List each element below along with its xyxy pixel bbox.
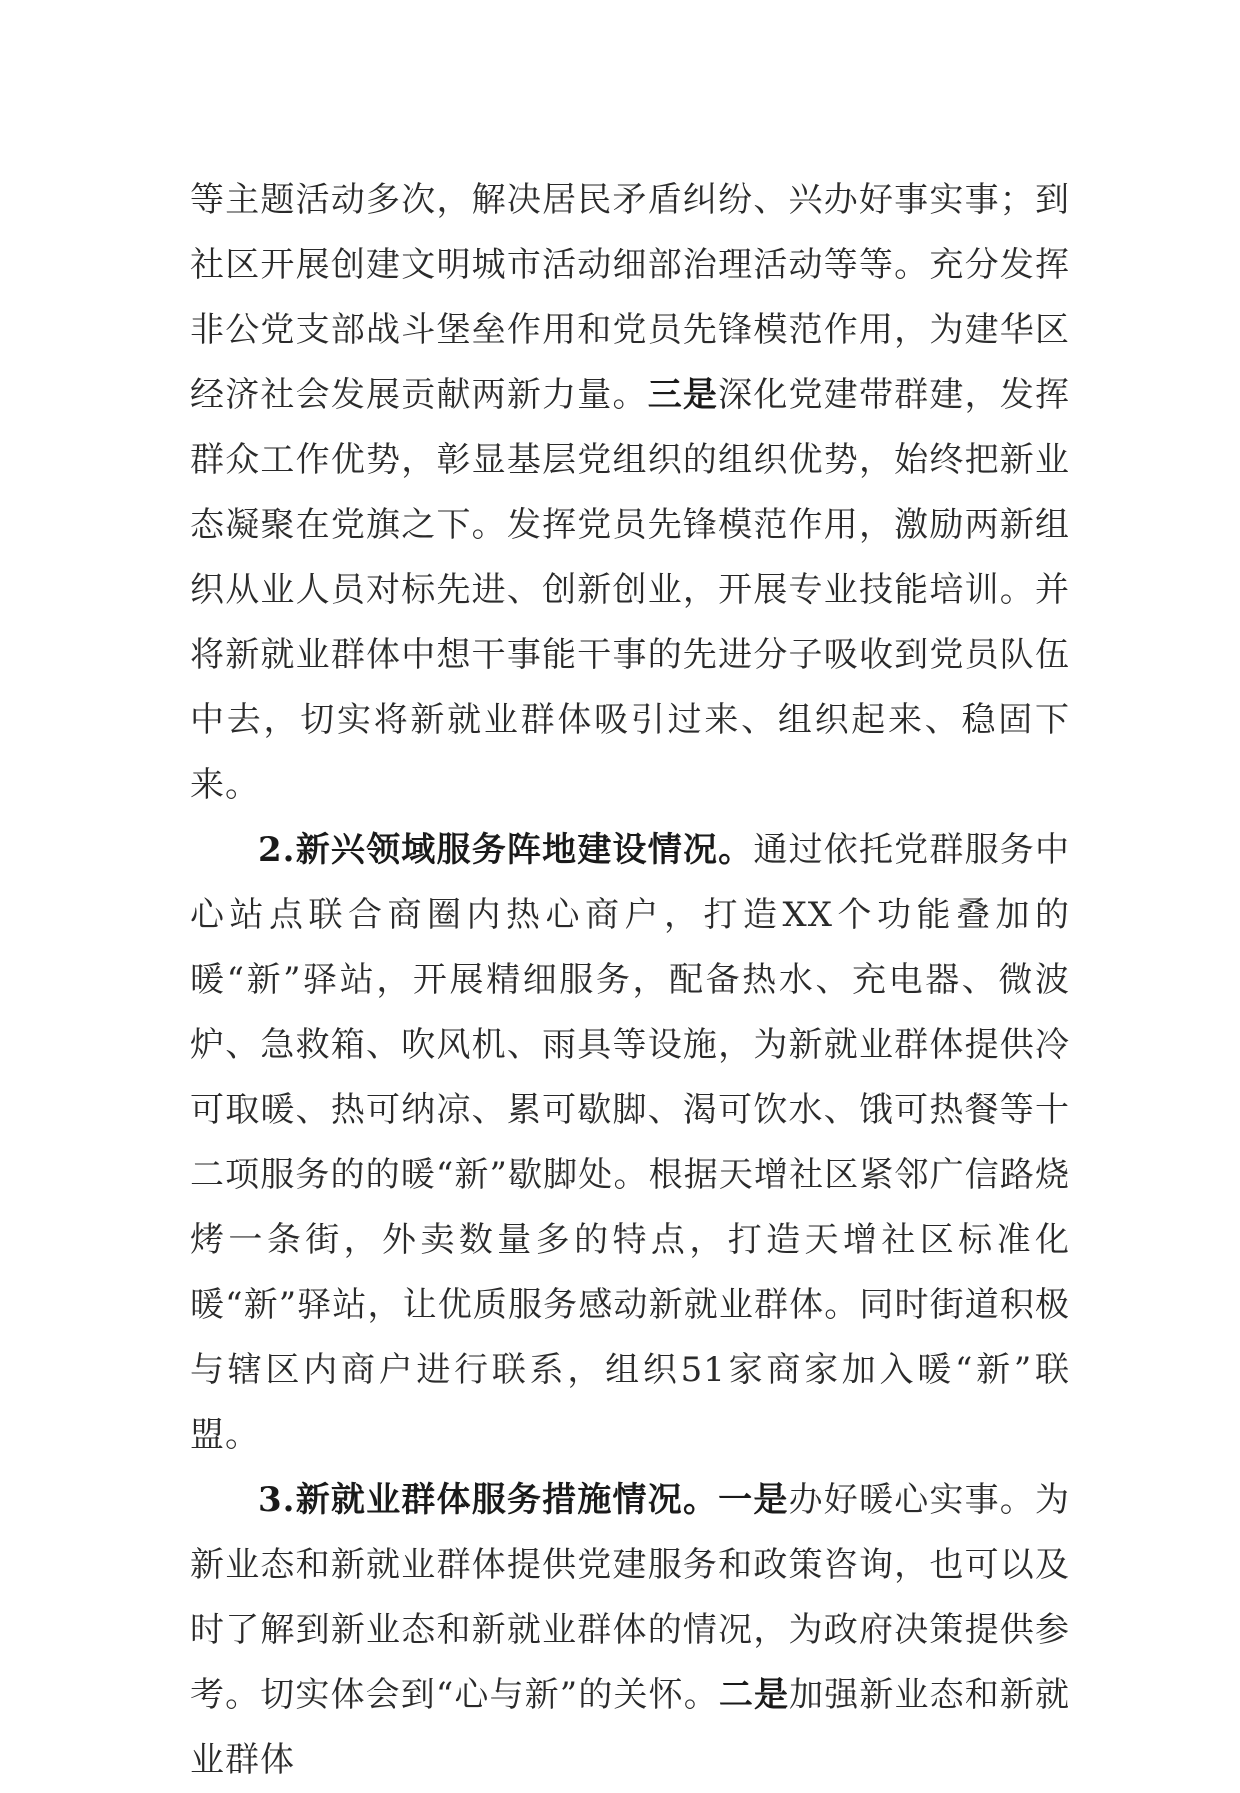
document-page xyxy=(190,168,1070,1793)
section-service-measures xyxy=(190,1468,1070,1793)
paragraph-text: 等主题活动多次，解决居民矛盾纠纷、兴办好事实事；到社区开展创建文明城市活动细部治理活动等等。充分发挥非公党支部战斗堡垒作用和党员先锋模范作用，为建华区经济社会发展贡献两新力量。 xyxy=(190,180,1070,415)
point-two-label: 二是 xyxy=(718,1675,790,1715)
paragraph-text: 通过依托党群服务中心站点联合商圈内热心商户，打造XX个功能叠加的暖“新”驿站，开展精细服务，配备热水、充电器、微波炉、急救箱、吹风机、雨具等设施，为新就业群体提供冷可取暖、热可纳凉、累可歇脚、渴可饮水、饿可热餐等十二项服务的的暖“新”歇脚处。根据天增社区紧邻广信路烧烤一条街，外卖数量多的特点，打造天增社区标准化暖“新”驿站，让优质服务感动新就业群体。同时街道积极与辖区内商户进行联系，组织51家商家加入暖“新”联盟。 xyxy=(190,830,1070,1455)
section-service-stations xyxy=(190,818,1070,1468)
paragraph-text: 办好暖心实事。为新业态和新就业群体提供党建服务和政策咨询，也可以及时了解到新业态和新就业群体的情况，为政府决策提供参考。切实体会到“心与新”的关怀。 xyxy=(190,1480,1071,1715)
paragraph-community-activities xyxy=(190,168,1070,818)
point-three-label: 三是 xyxy=(647,375,719,415)
point-one-label: 一是 xyxy=(718,1480,789,1520)
section-heading: 3.新就业群体服务措施情况。 xyxy=(258,1480,719,1520)
paragraph-text: 深化党建带群建，发挥群众工作优势，彰显基层党组织的组织优势，始终把新业态凝聚在党旗之下。发挥党员先锋模范作用，激励两新组织从业人员对标先进、创新创业，开展专业技能培训。并将新就业群体中想干事能干事的先进分子吸收到党员队伍中去，切实将新就业群体吸引过来、组织起来、稳固下来。 xyxy=(190,375,1071,805)
paragraph-text: 加强新业态和新就业群体 xyxy=(190,1675,1071,1780)
section-heading: 2.新兴领域服务阵地建设情况。 xyxy=(258,830,754,870)
